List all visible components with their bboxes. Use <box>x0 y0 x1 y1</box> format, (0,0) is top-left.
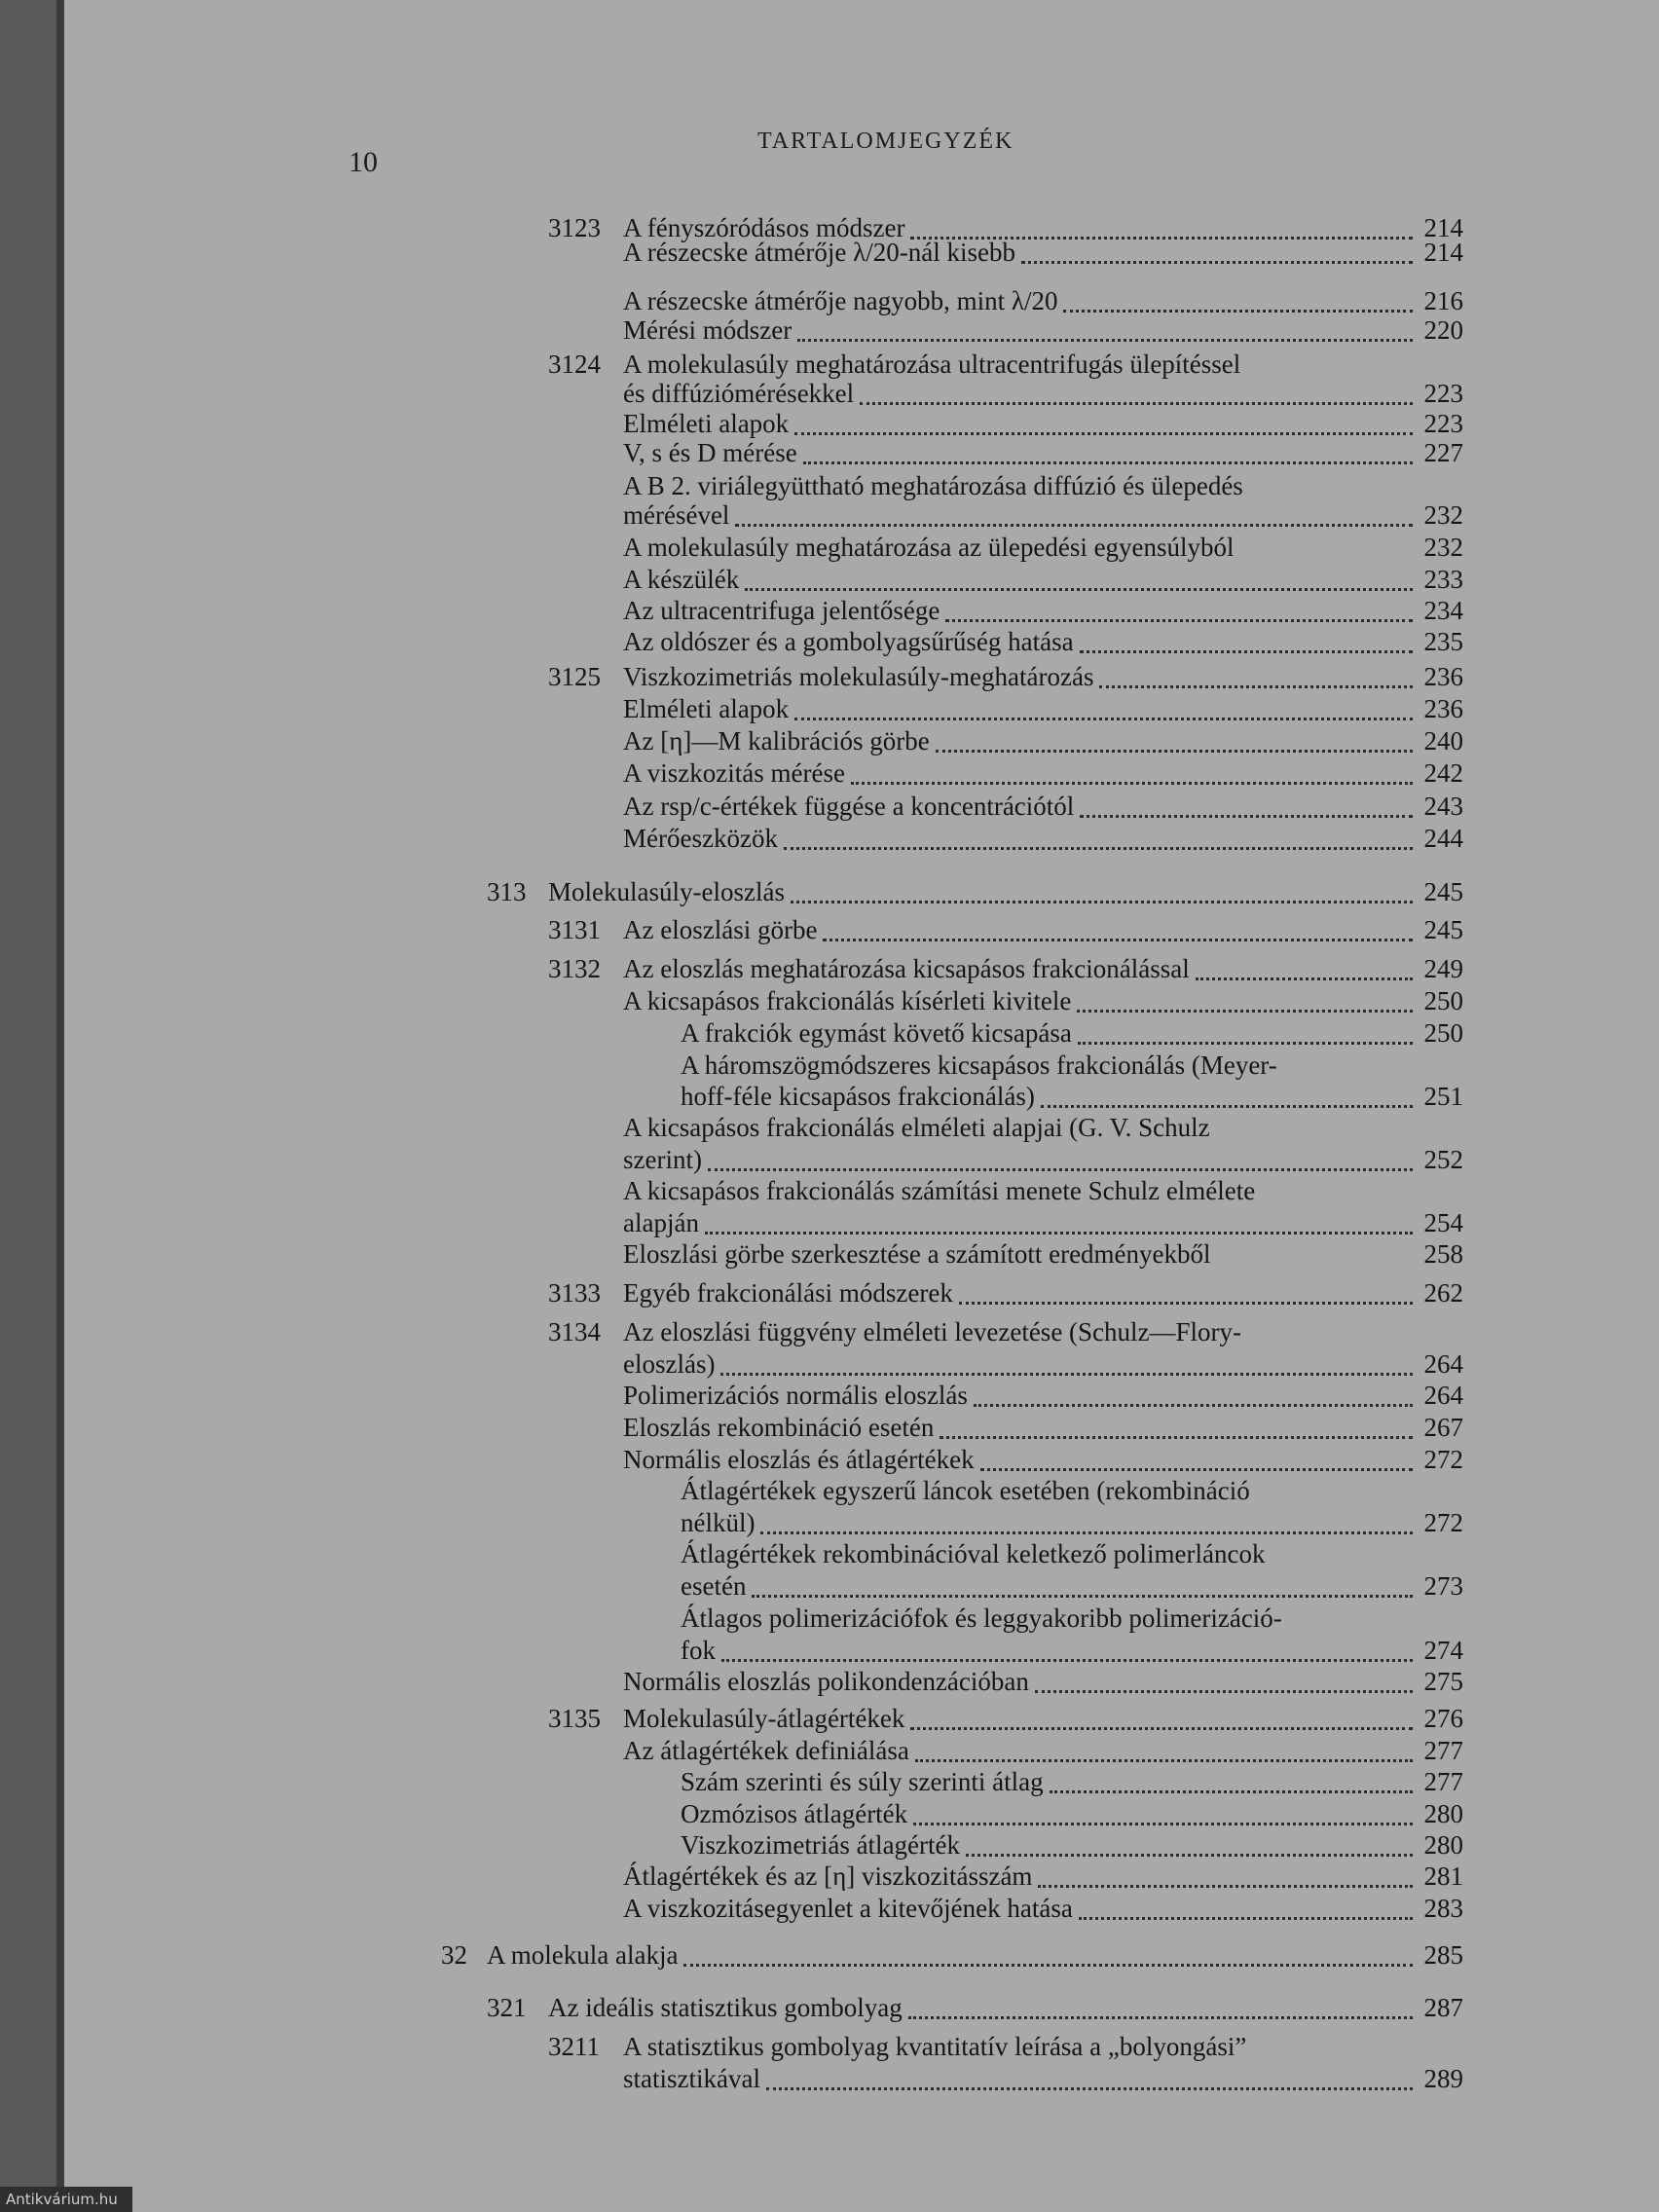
entry-title: A molekula alakja <box>487 1940 679 1970</box>
dot-leader <box>720 1365 1413 1376</box>
entry-page-number: 267 <box>1423 1413 1463 1442</box>
entry-title: és diffúziómérésekkel <box>623 379 855 408</box>
dot-leader <box>705 1224 1413 1235</box>
toc-entry <box>623 1144 1463 1175</box>
dot-leader <box>1196 970 1413 980</box>
watermark: Antikvárium.hu <box>0 2187 132 2212</box>
entry-page-number: 232 <box>1423 533 1463 562</box>
section-number: 3131 <box>548 915 601 944</box>
entry-page-number: 272 <box>1423 1445 1463 1474</box>
entry-page-number: 242 <box>1423 758 1463 788</box>
entry-title: A statisztikus gombolyag kvantitatív leírása a „bolyongási” <box>623 2032 1247 2061</box>
entry-page-number: 264 <box>1423 1381 1463 1410</box>
toc-entry <box>681 1475 1463 1506</box>
section-number: 3132 <box>548 954 601 983</box>
dot-leader <box>803 454 1413 464</box>
entry-page-number: 250 <box>1423 1018 1463 1048</box>
toc-entry <box>623 1666 1463 1697</box>
book-page <box>56 0 1659 2212</box>
entry-title: Viszkozimetriás átlagérték <box>681 1830 961 1860</box>
entry-page-number: 280 <box>1423 1830 1463 1860</box>
entry-title: A készülék <box>623 565 740 594</box>
entry-page-number: 249 <box>1423 954 1463 983</box>
toc-entry <box>623 408 1463 439</box>
entry-page-number: 236 <box>1423 662 1463 691</box>
entry-page-number: 214 <box>1423 213 1463 242</box>
entry-title: Eloszlás rekombináció esetén <box>623 1413 935 1442</box>
entry-page-number: 223 <box>1423 379 1463 408</box>
entry-title: eloszlás) <box>623 1349 716 1379</box>
entry-page-number: 244 <box>1423 824 1463 853</box>
toc-entry <box>623 1444 1463 1475</box>
section-number: 3211 <box>548 2032 600 2061</box>
entry-title: A molekulasúly meghatározása ultracentrifugás ülepítéssel <box>623 350 1241 379</box>
toc-entry <box>487 1992 1463 2023</box>
toc-entry <box>623 595 1463 626</box>
dot-leader <box>860 394 1413 405</box>
entry-title: Viszkozimetriás molekulasúly-meghatározás <box>623 662 1094 691</box>
section-number: 3125 <box>548 662 601 691</box>
entry-title: Az átlagértékek definiálása <box>623 1736 909 1765</box>
entry-title: Az eloszlási görbe <box>623 915 818 944</box>
entry-title: Molekulasúly-eloszlás <box>548 877 785 906</box>
toc-entry <box>623 626 1463 657</box>
entry-title: Mérőeszközök <box>623 824 778 853</box>
toc-entry <box>681 1050 1463 1081</box>
dot-leader <box>1035 1682 1413 1693</box>
entry-title: Az rsp/c-értékek függése a koncentrációtól <box>623 792 1075 821</box>
toc-entry <box>623 285 1463 316</box>
entry-page-number: 233 <box>1423 565 1463 594</box>
dot-leader <box>721 1651 1413 1662</box>
dot-leader <box>910 1719 1413 1730</box>
dot-leader <box>1079 1909 1413 1920</box>
entry-title: A kicsapásos frakcionálás elméleti alapjai (G. V. Schulz <box>623 1113 1210 1142</box>
dot-leader <box>966 1846 1413 1857</box>
toc-entry <box>548 349 1463 380</box>
running-header: TARTALOMJEGYZÉK <box>757 129 1014 154</box>
entry-title: Egyéb frakcionálási módszerek <box>623 1278 953 1308</box>
entry-page-number: 220 <box>1423 315 1463 345</box>
entry-title: nélkül) <box>681 1508 756 1537</box>
entry-title: Ozmózisos átlagérték <box>681 1799 908 1828</box>
entry-title: A részecske átmérője nagyobb, mint λ/20 <box>623 286 1058 315</box>
entry-page-number: 272 <box>1423 1508 1463 1537</box>
toc-entry <box>623 532 1463 563</box>
entry-page-number: 285 <box>1423 1940 1463 1970</box>
dot-leader <box>766 2080 1413 2090</box>
entry-title: Az ultracentrifuga jelentősége <box>623 596 940 625</box>
dot-leader <box>735 516 1413 527</box>
entry-title: Az eloszlás meghatározása kicsapásos frakcionálással <box>623 954 1190 983</box>
toc-entry <box>623 564 1463 595</box>
dot-leader <box>1078 1034 1413 1045</box>
dot-leader <box>851 774 1413 785</box>
dot-leader <box>1077 1002 1413 1013</box>
entry-page-number: 273 <box>1423 1571 1463 1601</box>
entry-title: alapján <box>623 1208 699 1237</box>
entry-page-number: 227 <box>1423 438 1463 467</box>
entry-title: statisztikával <box>623 2064 760 2093</box>
entry-title: A viszkozitásegyenlet a kitevőjének hatása <box>623 1894 1073 1923</box>
toc-entry <box>487 876 1463 907</box>
toc-entry <box>681 1603 1463 1634</box>
dot-leader <box>980 1460 1413 1471</box>
entry-title: A fényszóródásos módszer <box>623 213 905 242</box>
dot-leader <box>1041 1097 1413 1108</box>
section-number: 3123 <box>548 213 601 242</box>
dot-leader <box>760 1524 1413 1534</box>
toc-entry <box>623 725 1463 756</box>
entry-page-number: 287 <box>1423 1993 1463 2022</box>
dot-leader <box>823 931 1413 941</box>
toc-entry <box>623 1861 1463 1892</box>
entry-title: Molekulasúly-átlagértékek <box>623 1704 905 1733</box>
toc-entry <box>623 1735 1463 1766</box>
entry-page-number: 245 <box>1423 877 1463 906</box>
dot-leader <box>1099 678 1413 688</box>
entry-title: Elméleti alapok <box>623 694 790 723</box>
entry-page-number: 258 <box>1423 1239 1463 1269</box>
entry-page-number: 216 <box>1423 286 1463 315</box>
entry-page-number: 234 <box>1423 596 1463 625</box>
entry-title: Eloszlási görbe szerkesztése a számított eredményekből <box>623 1239 1211 1269</box>
dot-leader <box>1080 807 1413 818</box>
section-number: 313 <box>487 877 527 906</box>
toc-entry <box>623 1175 1463 1206</box>
entry-title: szerint) <box>623 1145 702 1174</box>
entry-page-number: 250 <box>1423 986 1463 1015</box>
section-number: 321 <box>487 1993 527 2022</box>
entry-page-number: 236 <box>1423 694 1463 723</box>
toc-entry <box>623 823 1463 854</box>
entry-page-number: 262 <box>1423 1278 1463 1308</box>
entry-page-number: 276 <box>1423 1704 1463 1733</box>
toc-entry <box>548 2031 1463 2062</box>
entry-title: Polimerizációs normális eloszlás <box>623 1381 968 1410</box>
toc-entry <box>623 314 1463 346</box>
dot-leader <box>974 1396 1413 1407</box>
section-number: 3124 <box>548 350 601 379</box>
toc-entry <box>623 1112 1463 1143</box>
dot-leader <box>797 331 1413 342</box>
entry-page-number: 240 <box>1423 726 1463 756</box>
entry-page-number: 277 <box>1423 1767 1463 1796</box>
toc-entry <box>681 1635 1463 1666</box>
toc-entry <box>623 693 1463 724</box>
entry-title: A háromszögmódszeres kicsapásos frakcionálás (Meyer- <box>681 1051 1277 1080</box>
dot-leader <box>794 424 1413 435</box>
dot-leader <box>683 1956 1413 1967</box>
toc-entry <box>681 1507 1463 1538</box>
toc-entry <box>681 1538 1463 1569</box>
entry-title: Elméleti alapok <box>623 409 790 438</box>
toc-entry <box>681 1798 1463 1829</box>
toc-entry <box>548 1277 1463 1309</box>
toc-entry <box>681 1766 1463 1797</box>
entry-title: A molekulasúly meghatározása az ülepedési egyensúlyból <box>623 533 1235 562</box>
entry-title: Átlagértékek rekombinációval keletkező polimerláncok <box>681 1539 1266 1568</box>
section-number: 3133 <box>548 1278 601 1308</box>
toc-entry <box>548 1316 1463 1347</box>
toc-entry <box>548 661 1463 692</box>
entry-page-number: 223 <box>1423 409 1463 438</box>
entry-title: Átlagértékek egyszerű láncok esetében (rekombináció <box>681 1476 1250 1505</box>
entry-page-number: 252 <box>1423 1145 1463 1174</box>
dot-leader <box>908 2009 1413 2019</box>
entry-title: fok <box>681 1636 716 1665</box>
toc-entry <box>623 470 1463 501</box>
toc-entry <box>441 1939 1463 1971</box>
entry-title: Normális eloszlás polikondenzációban <box>623 1667 1029 1696</box>
entry-title: A viszkozitás mérése <box>623 758 845 788</box>
dot-leader <box>959 1294 1413 1305</box>
entry-title: Átlagos polimerizációfok és leggyakoribb polimerizáció- <box>681 1604 1282 1633</box>
entry-page-number: 232 <box>1423 500 1463 530</box>
page-number: 10 <box>349 146 378 178</box>
entry-title: Normális eloszlás és átlagértékek <box>623 1445 975 1474</box>
entry-title: mérésével <box>623 500 730 530</box>
dot-leader <box>708 1161 1413 1171</box>
toc-entry <box>681 1570 1463 1602</box>
entry-page-number: 274 <box>1423 1636 1463 1665</box>
dot-leader <box>1038 1877 1413 1888</box>
dot-leader <box>745 580 1413 591</box>
dot-leader <box>915 1751 1413 1762</box>
toc-entry <box>623 437 1463 468</box>
dot-leader <box>913 1815 1413 1825</box>
entry-title: A frakciók egymást követő kicsapása <box>681 1018 1072 1048</box>
section-number: 3135 <box>548 1704 601 1733</box>
toc-entry <box>681 1829 1463 1861</box>
toc-entry <box>681 1081 1463 1112</box>
toc-entry <box>623 1893 1463 1924</box>
entry-title: A részecske átmérője λ/20-nál kisebb <box>623 238 1015 267</box>
toc-entry <box>681 1017 1463 1049</box>
entry-title: Az eloszlási függvény elméleti levezetése (Schulz—Flory- <box>623 1317 1242 1346</box>
toc-entry <box>623 378 1463 409</box>
dot-leader <box>1050 1783 1413 1793</box>
toc-entry <box>548 914 1463 945</box>
toc-entry <box>623 1238 1463 1270</box>
entry-page-number: 254 <box>1423 1208 1463 1237</box>
dot-leader <box>752 1587 1413 1598</box>
toc-entry <box>623 1412 1463 1443</box>
entry-title: A B 2. viriálegyüttható meghatározása diffúzió és ülepedés <box>623 471 1243 500</box>
toc-entry <box>548 1703 1463 1734</box>
entry-page-number: 281 <box>1423 1862 1463 1891</box>
toc-entry <box>623 2063 1463 2094</box>
dot-leader <box>936 742 1413 753</box>
entry-title: A kicsapásos frakcionálás kísérleti kivitele <box>623 986 1072 1015</box>
toc-entry <box>623 791 1463 822</box>
entry-title: Mérési módszer <box>623 315 793 345</box>
entry-page-number: 245 <box>1423 915 1463 944</box>
entry-page-number: 283 <box>1423 1894 1463 1923</box>
dot-leader <box>794 710 1413 720</box>
dot-leader <box>1021 253 1413 264</box>
entry-title: V, s és D mérése <box>623 438 797 467</box>
toc-entry <box>623 985 1463 1016</box>
entry-page-number: 277 <box>1423 1736 1463 1765</box>
dot-leader <box>1080 643 1413 653</box>
entry-page-number: 275 <box>1423 1667 1463 1696</box>
section-number: 32 <box>441 1940 467 1970</box>
entry-page-number: 280 <box>1423 1799 1463 1828</box>
toc-entry <box>623 757 1463 789</box>
entry-title: hoff-féle kicsapásos frakcionálás) <box>681 1082 1035 1111</box>
section-number: 3134 <box>548 1317 601 1346</box>
entry-title: Átlagértékek és az [η] viszkozitásszám <box>623 1862 1033 1891</box>
toc-entry <box>623 1380 1463 1411</box>
entry-title: Az ideális statisztikus gombolyag <box>548 1993 903 2022</box>
entry-title: esetén <box>681 1571 747 1601</box>
dot-leader <box>791 893 1413 903</box>
entry-page-number: 243 <box>1423 792 1463 821</box>
toc-entry <box>548 953 1463 984</box>
entry-page-number: 214 <box>1423 238 1463 267</box>
page-edge-shadow <box>56 0 64 2212</box>
entry-title: Az [η]—M kalibrációs görbe <box>623 726 930 756</box>
dot-leader <box>784 839 1413 850</box>
dot-leader <box>1063 302 1413 313</box>
entry-title: A kicsapásos frakcionálás számítási menete Schulz elmélete <box>623 1176 1256 1205</box>
entry-page-number: 251 <box>1423 1082 1463 1111</box>
entry-page-number: 235 <box>1423 627 1463 656</box>
dot-leader <box>940 1428 1413 1439</box>
toc-entry <box>623 499 1463 531</box>
entry-page-number: 289 <box>1423 2064 1463 2093</box>
entry-title: Az oldószer és a gombolyagsűrűség hatása <box>623 627 1074 656</box>
dot-leader <box>945 611 1413 622</box>
toc-entry <box>623 1348 1463 1380</box>
toc-entry <box>623 237 1463 268</box>
toc-entry <box>623 1207 1463 1238</box>
entry-title: Szám szerinti és súly szerinti átlag <box>681 1767 1044 1796</box>
entry-page-number: 264 <box>1423 1349 1463 1379</box>
